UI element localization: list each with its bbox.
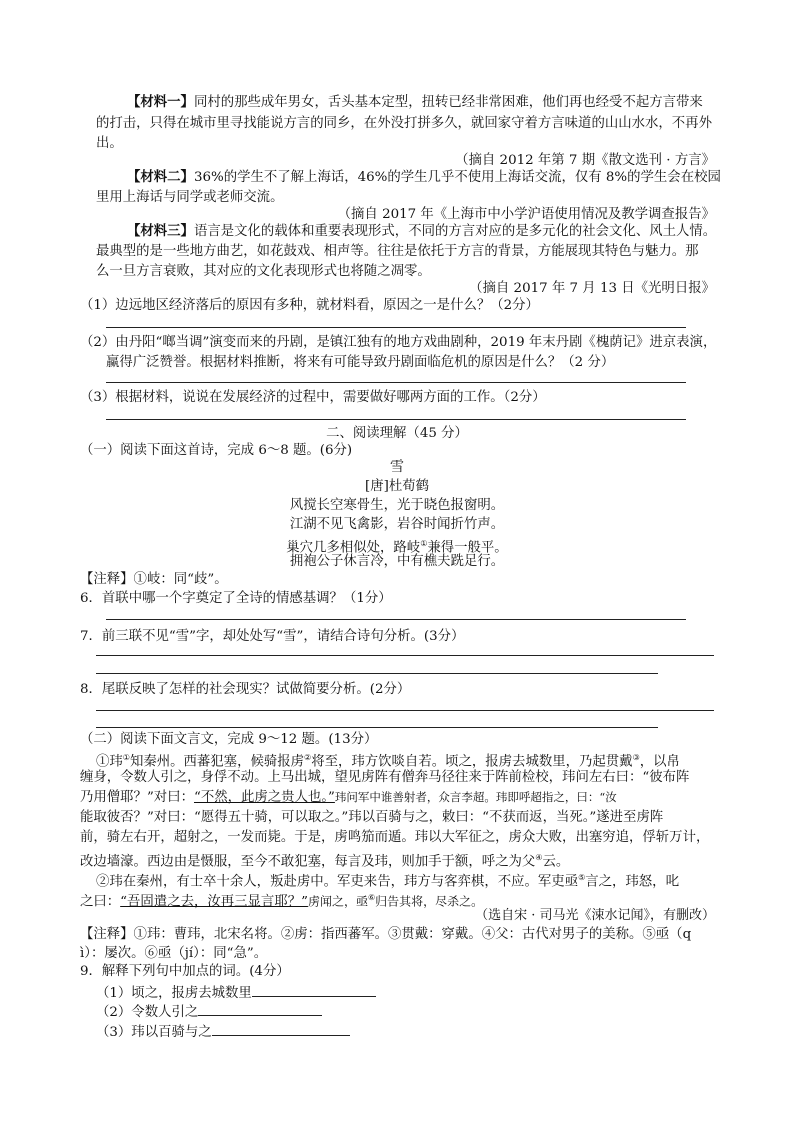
material-3-line-2: 最典型的是一些地方曲艺，如花鼓戏、相声等。往往是依托于方言的背景，方能展现其特色与魅力。那 (96, 244, 699, 259)
answer-line[interactable] (96, 710, 714, 711)
question-2-line-1: （2）由丹阳“啷当调”演变而来的丹剧，是镇江独有的地方戏曲剧种，2019 年末丹剧《槐荫记》进京表演， (80, 335, 717, 350)
footnote-mark: ③ (632, 753, 640, 762)
material-2-line-2: 里用上海话与同学或老师交流。 (96, 190, 284, 205)
material-3-source: （摘自 2017 年 7 月 13 日《光明日报》 (469, 281, 715, 296)
material-2-line-1 (127, 168, 721, 187)
question-1: （1）边远地区经济落后的原因有多种，就材料看，原因之一是什么？（2分） (80, 298, 539, 313)
footnote-mark: ① (420, 539, 428, 548)
item-text: （3）玮以百骑与之 (96, 1025, 212, 1040)
material-1-text: 同村的那些成年男女，舌头基本定型，扭转已经非常困难，他们再也经受不起方言带来 (193, 95, 703, 110)
footnote-mark: ① (122, 753, 130, 762)
question-8: 8．尾联反映了怎样的社会现实？试做简要分析。(2分） (80, 682, 411, 697)
question-6: 6．首联中哪一个字奠定了全诗的情感基调？（1分） (80, 591, 392, 606)
prose-text: 之曰： (80, 894, 121, 910)
prose-text: 虏闻之，亟 (307, 894, 368, 909)
material-1-line-3: 出。 (96, 136, 123, 151)
poem-intro: （一）阅读下面这首诗，完成 6～8 题。(6分) (80, 443, 353, 458)
poem-author: [唐]杜荀鹤 (364, 479, 429, 494)
material-1-source: （摘自 2012 年第 7 期《散文选刊 · 方言》 (455, 153, 715, 168)
question-9-item-1 (96, 982, 376, 1003)
poem-line-1: 风搅长空寒骨生，光于晓色报窗明。 (289, 498, 505, 513)
answer-blank[interactable] (252, 982, 376, 997)
item-text: （2）令数人引之 (96, 1005, 199, 1020)
prose-text: ，以帛 (639, 754, 680, 770)
material-3-line-3: 么一旦方言衰败，其对应的文化表现形式也将随之凋零。 (96, 264, 431, 279)
underlined-sentence: “不然，此虏之贵人也。” (193, 790, 335, 805)
answer-line[interactable] (96, 673, 658, 674)
poem-note: 【注释】①岐：同“歧”。 (80, 572, 228, 587)
prose-note-line-1: 【注释】①玮：曹玮，北宋名将。②虏：指西蕃军。③贯戴：穿戴。④父：古代对男子的美称。⑤亟（q (80, 927, 692, 942)
answer-line[interactable] (106, 382, 686, 383)
prose-text: 改边墙濠。西边由是慑服，至今不敢犯塞，每言及玮，则加手于额，呼之为父 (80, 854, 536, 870)
answer-line[interactable] (106, 619, 686, 620)
material-3-label: 【材料三】 (127, 223, 194, 239)
prose-p1-line-2: 缠身，令数人引之，身俘不动。上马出城，望见虏阵有僧奔马径往来于阵前检校，玮问左右曰：“彼布阵 (80, 770, 690, 785)
prose-text: ①玮 (96, 754, 123, 770)
footnote-mark: ④ (535, 853, 543, 862)
footnote-mark: ⑥ (367, 893, 376, 902)
question-7: 7．前三联不见“雪”字，却处处写“雪”，请结合诗句分析。(3分） (80, 629, 465, 644)
material-3-line-1 (127, 222, 716, 241)
prose-text: 乃用僧耶？”对曰： (80, 790, 194, 805)
material-1-line-2: 的打击，只得在城市里寻找能说方言的同乡，在外没打拼多久，就回家守着方言味道的山山水水，不再外 (96, 116, 712, 131)
prose-note-line-2: ì）：屡次。⑥亟（jí）：同“急”。 (80, 946, 268, 961)
material-2-source: （摘自 2017 年《上海市中小学沪语使用情况及教学调查报告》 (337, 207, 715, 222)
poem-line-3-a: 巢穴几多相似处，路岐 (286, 540, 421, 556)
material-2-label: 【材料二】 (127, 169, 194, 185)
poem-line-4: 拥袍公子休言冷，中有樵夫跣足行。 (289, 554, 505, 569)
question-9: 9．解释下列句中加点的词。(4分） (80, 964, 290, 979)
prose-text: 言之，玮怒，叱 (585, 874, 679, 890)
material-3-text: 语言是文化的载体和重要表现形式，不同的方言对应的是多元化的社会文化、风土人情。 (193, 224, 717, 239)
section-2-heading: 二、阅读理解（45 分） (326, 426, 468, 441)
prose-text: 将至，玮方饮啖自若。顷之，报虏去城数里，乃起贯戴 (311, 754, 633, 770)
question-2-line-2: 赢得广泛赞誉。根据材料推断，将来有可能导致丹剧面临危机的原因是什么？（2 分） (106, 355, 615, 370)
answer-line[interactable] (106, 327, 686, 328)
prose-text: ②玮在秦州，有士卒十余人，叛赴虏中。军吏来告，玮方与客弈棋，不应。军吏亟 (96, 874, 579, 890)
prose-text: 知秦州。西蕃犯塞，候骑报虏 (129, 754, 305, 770)
answer-line[interactable] (96, 655, 714, 656)
answer-line[interactable] (96, 727, 658, 728)
footnote-mark: ⑤ (578, 873, 586, 882)
material-2-text: 36%的学生不了解上海话，46%的学生几乎不使用上海话交流，仅有 8%的学生会在校园 (193, 170, 721, 185)
prose-source: （选自宋 · 司马光《涑水记闻》，有删改） (475, 908, 715, 923)
underlined-sentence: “吾固遣之去，汝再三显言耶？” (120, 894, 308, 910)
question-9-item-2 (96, 1001, 322, 1022)
footnote-mark: ② (304, 753, 312, 762)
prose-text: 归告其将，尽杀之。 (375, 894, 484, 909)
poem-line-3-b: 兼得一般平。 (427, 540, 508, 556)
material-1-line-1 (127, 93, 703, 112)
answer-line[interactable] (106, 419, 686, 420)
prose-p1-line-4: 能取彼否？”对曰：“愿得五十骑，可以取之。”玮以百骑与之，敕曰：“不获而返，当死。”遂进至虏阵 (80, 810, 664, 825)
question-9-item-3 (96, 1021, 350, 1042)
prose-p1-line-5: 前，骑左右开，超射之，一发而毙。于是，虏鸣笳而遁。玮以大军征之，虏众大败，出塞穷追，俘斩万计， (80, 830, 710, 845)
prose-text: 玮问军中谁善射者，众言李超。玮即呼超指之，曰：“汝 (334, 790, 617, 804)
material-1-label: 【材料一】 (127, 94, 194, 110)
poem-line-2: 江湖不见飞禽影，岩谷时闻折竹声。 (289, 517, 505, 532)
question-3: （3）根据材料，说说在发展经济的过程中，需要做好哪两方面的工作。（2分） (80, 390, 546, 405)
answer-blank[interactable] (198, 1001, 322, 1016)
prose-p1-line-3 (80, 788, 617, 807)
prose-text: 云。 (542, 854, 570, 870)
item-text: （1）顷之，报虏去城数里 (96, 986, 252, 1001)
poem-title: 雪 (390, 459, 404, 475)
prose-intro: （二）阅读下面文言文，完成 9～12 题。(13分） (80, 732, 378, 747)
prose-p2-line-2 (80, 888, 483, 911)
answer-blank[interactable] (212, 1021, 350, 1036)
